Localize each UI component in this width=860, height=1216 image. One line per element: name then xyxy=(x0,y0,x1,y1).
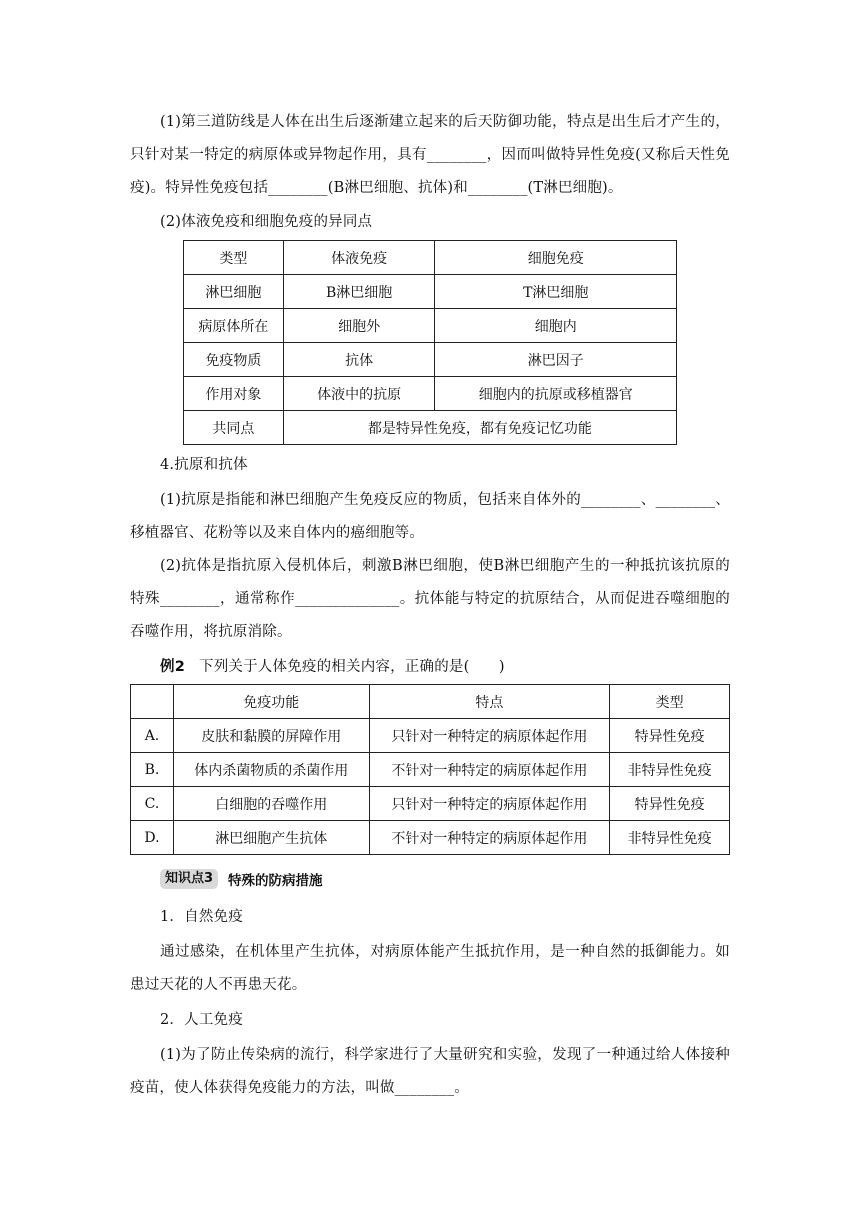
comparison-cell: 体液免疫 xyxy=(283,241,435,275)
example-cell: 特异性免疫 xyxy=(610,719,730,753)
example-option-row xyxy=(131,719,730,753)
example-cell: 只针对一种特定的病原体起作用 xyxy=(369,787,610,821)
knowledge-point-3-header xyxy=(160,868,323,890)
artificial-immunity-heading: 2．人工免疫 xyxy=(160,1012,243,1028)
example-cell: B. xyxy=(131,753,174,787)
knowledge-point-title: 特殊的防病措施 xyxy=(228,873,323,889)
comparison-cell: 淋巴因子 xyxy=(435,343,677,377)
example-cell: 体内杀菌物质的杀菌作用 xyxy=(173,753,369,787)
comparison-row xyxy=(184,343,677,377)
natural-immunity-heading: 1．自然免疫 xyxy=(160,909,243,925)
comparison-cell: 免疫物质 xyxy=(184,343,284,377)
example-cell: 非特异性免疫 xyxy=(610,753,730,787)
example-header-cell xyxy=(131,685,174,719)
paragraph-third-defense: (1)第三道防线是人体在出生后逐渐建立起来的后天防御功能，特点是出生后才产生的，只针对某一特定的病原体或异物起作用，具有________，因而叫做特异性免疫(又称后天性免疫)。特异性免疫包括________(B淋巴细胞、抗体)和________(T淋巴细胞)。 xyxy=(130,114,730,196)
comparison-cell: 体液中的抗原 xyxy=(283,377,435,411)
paragraph-artificial-immunity: (1)为了防止传染病的流行，科学家进行了大量研究和实验，发现了一种通过给人体接种疫苗，使人体获得免疫能力的方法，叫做________。 xyxy=(130,1047,730,1096)
example-cell: 非特异性免疫 xyxy=(610,821,730,855)
comparison-row-common xyxy=(184,411,677,445)
comparison-cell: 病原体所在 xyxy=(184,309,284,343)
example-option-row xyxy=(131,753,730,787)
example-option-row xyxy=(131,821,730,855)
comparison-row xyxy=(184,241,677,275)
example-cell: C. xyxy=(131,787,174,821)
section-4-title: 4.抗原和抗体 xyxy=(160,457,248,473)
comparison-cell: 细胞免疫 xyxy=(435,241,677,275)
comparison-cell: 类型 xyxy=(184,241,284,275)
example-question-text: 下列关于人体免疫的相关内容，正确的是( ) xyxy=(199,659,505,675)
comparison-cell: 细胞外 xyxy=(283,309,435,343)
comparison-cell: T淋巴细胞 xyxy=(435,275,677,309)
comparison-row xyxy=(184,377,677,411)
example-cell: A. xyxy=(131,719,174,753)
paragraph-antigen: (1)抗原是指能和淋巴细胞产生免疫反应的物质，包括来自体外的________、________、移植器官、花粉等以及来自体内的癌细胞等。 xyxy=(130,492,730,541)
paragraph-comparison-intro: (2)体液免疫和细胞免疫的异同点 xyxy=(160,214,373,230)
example-header-cell: 类型 xyxy=(610,685,730,719)
comparison-cell: 淋巴细胞 xyxy=(184,275,284,309)
comparison-cell: 细胞内的抗原或移植器官 xyxy=(435,377,677,411)
example-header-cell: 特点 xyxy=(369,685,610,719)
common-text-cell: 都是特异性免疫，都有免疫记忆功能 xyxy=(283,411,676,445)
example-header-cell: 免疫功能 xyxy=(173,685,369,719)
example-header-row xyxy=(131,685,730,719)
example-cell: 皮肤和黏膜的屏障作用 xyxy=(173,719,369,753)
common-label-cell: 共同点 xyxy=(184,411,284,445)
immunity-comparison-table xyxy=(183,240,677,445)
comparison-cell: B淋巴细胞 xyxy=(283,275,435,309)
comparison-row xyxy=(184,309,677,343)
example-cell: 特异性免疫 xyxy=(610,787,730,821)
paragraph-antibody: (2)抗体是指抗原入侵机体后，刺激B淋巴细胞，使B淋巴细胞产生的一种抵抗该抗原的特殊________，通常称作______________。抗体能与特定的抗原结合，从而促进吞噬细胞的吞噬作用，将抗原消除。 xyxy=(130,558,730,640)
example-cell: 只针对一种特定的病原体起作用 xyxy=(369,719,610,753)
example-label: 例2 xyxy=(160,659,185,675)
knowledge-point-badge: 知识点3 xyxy=(160,869,218,889)
example-option-row xyxy=(131,787,730,821)
example-2-table xyxy=(130,684,730,855)
example-cell: 不针对一种特定的病原体起作用 xyxy=(369,753,610,787)
comparison-cell: 细胞内 xyxy=(435,309,677,343)
example-cell: 不针对一种特定的病原体起作用 xyxy=(369,821,610,855)
example-2-question xyxy=(130,651,730,684)
example-cell: 淋巴细胞产生抗体 xyxy=(173,821,369,855)
example-cell: D. xyxy=(131,821,174,855)
comparison-row xyxy=(184,275,677,309)
comparison-cell: 作用对象 xyxy=(184,377,284,411)
comparison-cell: 抗体 xyxy=(283,343,435,377)
example-cell: 白细胞的吞噬作用 xyxy=(173,787,369,821)
paragraph-natural-immunity: 通过感染，在机体里产生抗体，对病原体能产生抵抗作用，是一种自然的抵御能力。如患过天花的人不再患天花。 xyxy=(130,944,730,993)
